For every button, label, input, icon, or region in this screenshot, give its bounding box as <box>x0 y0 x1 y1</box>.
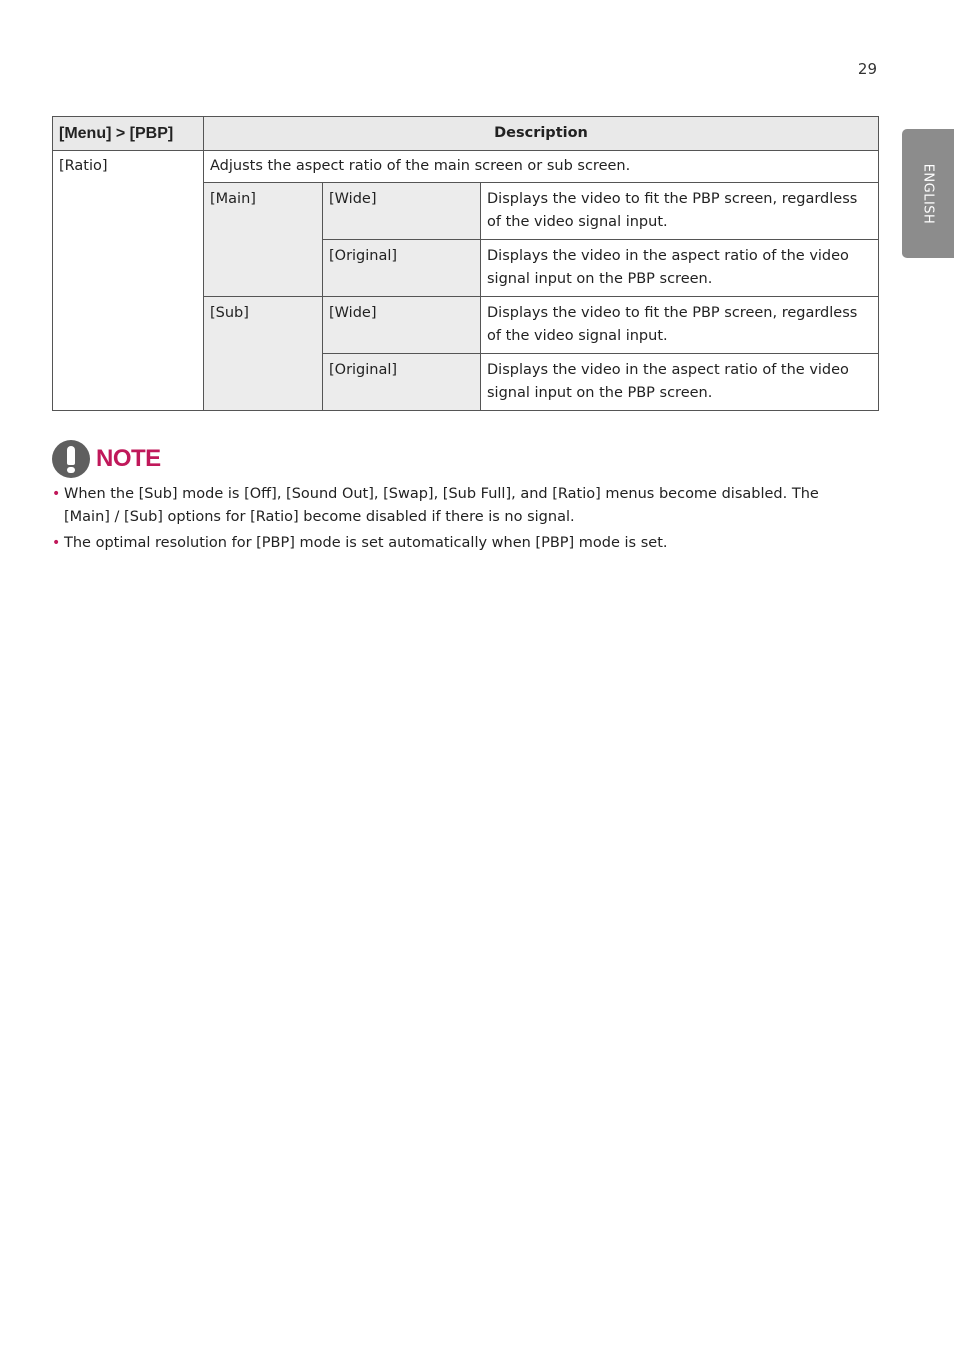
option-label: [Original] <box>323 240 481 297</box>
list-item <box>52 483 852 529</box>
option-description: Displays the video in the aspect ratio of the video signal input on the PBP screen. <box>481 354 879 411</box>
exclamation-icon <box>52 440 90 478</box>
bullet-icon: • <box>52 535 61 551</box>
bullet-icon: • <box>52 486 61 502</box>
language-tab-label: ENGLISH <box>920 163 936 224</box>
mode-sub-label: [Sub] <box>204 297 323 411</box>
option-label: [Wide] <box>323 183 481 240</box>
header-menu: [Menu] > [PBP] <box>53 117 204 151</box>
header-description: Description <box>204 117 879 151</box>
page-number: 29 <box>857 60 877 78</box>
pbp-ratio-table <box>52 116 879 411</box>
ratio-description: Adjusts the aspect ratio of the main screen or sub screen. <box>204 151 879 183</box>
option-description: Displays the video in the aspect ratio of the video signal input on the PBP screen. <box>481 240 879 297</box>
note-title: NOTE <box>96 444 161 472</box>
note-list <box>52 483 852 558</box>
note-header <box>52 439 161 478</box>
list-item <box>52 532 852 555</box>
ratio-label: [Ratio] <box>53 151 204 411</box>
mode-main-label: [Main] <box>204 183 323 297</box>
table-header-row <box>53 117 879 151</box>
note-text: The optimal resolution for [PBP] mode is set automatically when [PBP] mode is set. <box>64 535 668 551</box>
option-description: Displays the video to fit the PBP screen, regardless of the video signal input. <box>481 183 879 240</box>
language-tab <box>902 129 954 258</box>
option-label: [Wide] <box>323 297 481 354</box>
option-label: [Original] <box>323 354 481 411</box>
option-description: Displays the video to fit the PBP screen, regardless of the video signal input. <box>481 297 879 354</box>
table-row <box>53 151 879 183</box>
note-text: When the [Sub] mode is [Off], [Sound Out], [Swap], [Sub Full], and [Ratio] menus become disabled. The [Main] / [Sub] options for [Ratio] become disabled if there is no signal. <box>64 486 819 525</box>
